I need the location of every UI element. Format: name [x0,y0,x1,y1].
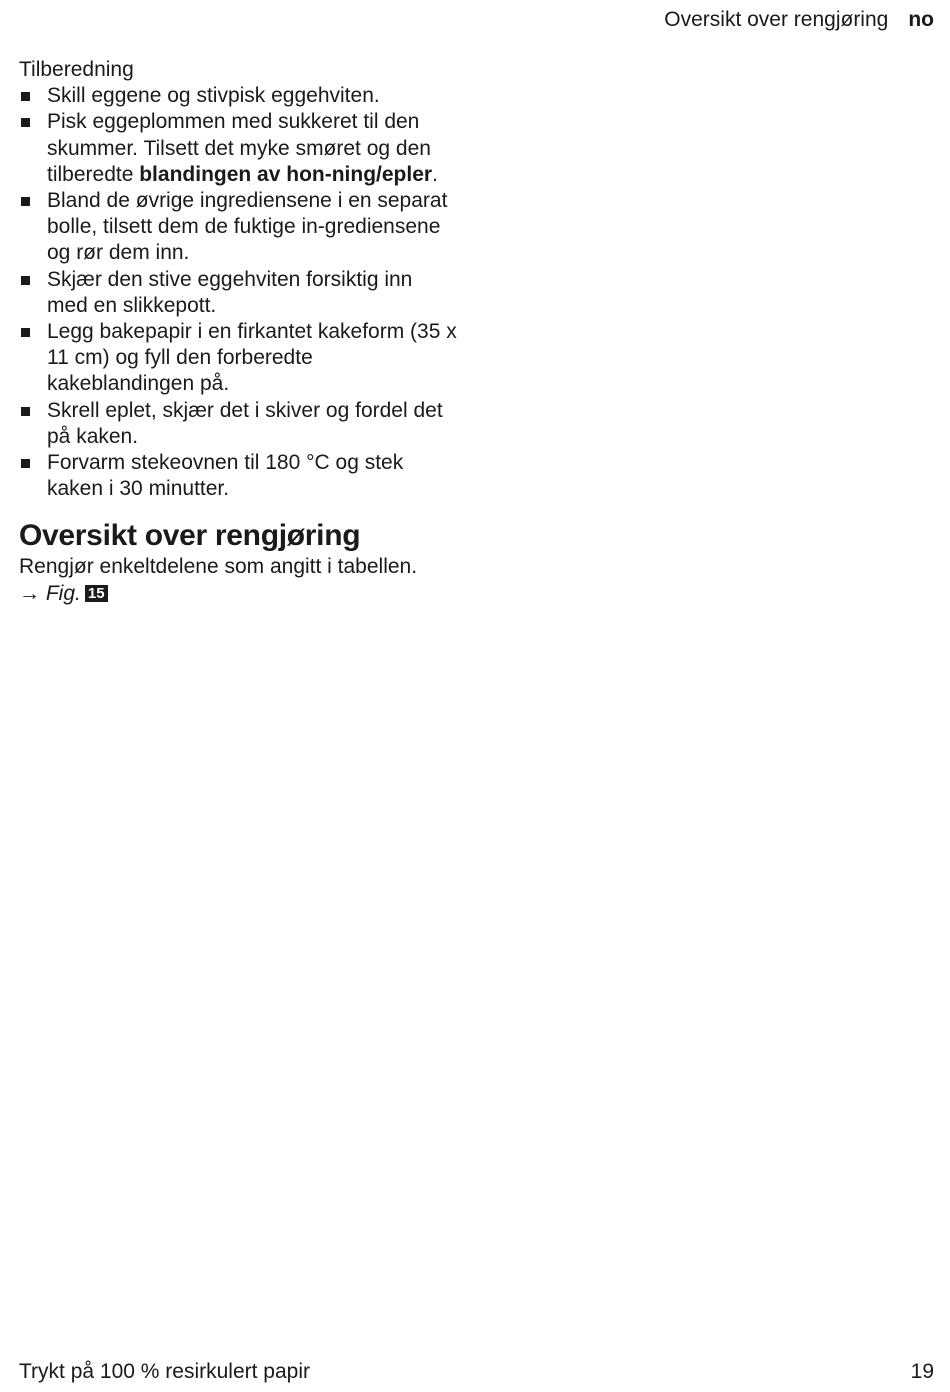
step-text: Forvarm stekeovnen til 180 °C og stek kaken i 30 minutter. [47,451,404,501]
section-title: Oversikt over rengjøring [19,519,361,553]
step-text: Bland de øvrige ingrediensene i en separat bolle, tilsett dem de fuktige in-grediensene og rør dem inn. [47,189,448,265]
step-text: Legg bakepapir i en firkantet kakeform (35 x 11 cm) og fyll den forberedte kakeblandingen på. [47,320,457,396]
figure-label: Fig. [45,581,81,605]
step-item [19,450,459,502]
recipe-heading: Tilberedning [19,58,134,81]
step-text: Skill eggene og stivpisk eggehviten. [47,84,380,108]
figure-number-badge: 15 [85,585,108,602]
recipe-steps [19,83,459,502]
section-body: Rengjør enkeltdelene som angitt i tabellen. [19,555,418,579]
figure-reference[interactable] [19,581,459,607]
page-number: 19 [910,1360,934,1383]
language-code: no [908,8,934,31]
arrow-icon: → [19,581,40,605]
step-text: Pisk eggeplommen med sukkeret til den skummer. Tilsett det myke smøret og den tilberedte [47,110,431,186]
step-item [19,188,459,267]
page-header [664,7,934,33]
footer-note: Trykt på 100 % resirkulert papir [19,1360,310,1383]
step-bold-term: blandingen av hon-ning/epler [139,162,433,186]
step-text-end: . [432,162,438,186]
step-text: Skrell eplet, skjær det i skiver og fordel det på kaken. [47,398,443,448]
main-column [19,57,459,607]
header-section-title: Oversikt over rengjøring [664,8,889,31]
step-text: Skjær den stive eggehviten forsiktig inn med en slikkepott. [47,267,413,317]
step-item [19,109,459,188]
step-item [19,267,459,319]
step-item [19,319,459,398]
step-item [19,83,459,109]
step-item [19,398,459,450]
